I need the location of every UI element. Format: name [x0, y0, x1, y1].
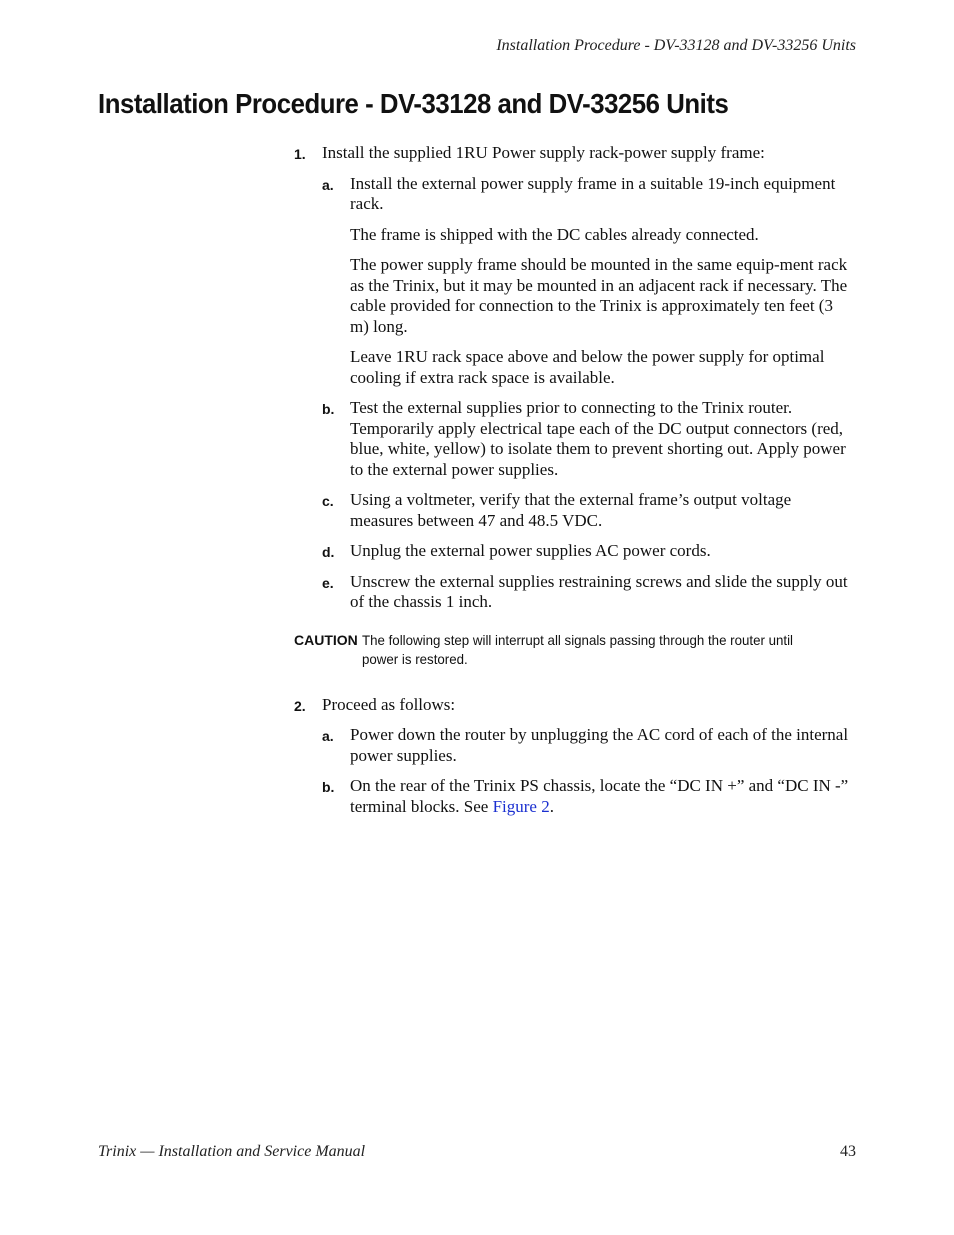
step-2 — [294, 695, 854, 818]
substep-letter: b. — [322, 401, 335, 417]
substep-2a — [322, 725, 854, 766]
substep-note: The frame is shipped with the DC cables already connected. — [350, 224, 759, 244]
footer-manual-title: Trinix — Installation and Service Manual — [98, 1143, 366, 1160]
substep-1b — [322, 398, 854, 480]
procedure-content — [294, 143, 854, 817]
substep-1e — [322, 572, 854, 613]
substep-text-before: On the rear of the Trinix PS chassis, locate the “DC IN +” and “DC IN -” terminal blocks. See — [350, 776, 849, 816]
substep-note: The power supply frame should be mounted in the same equip-ment rack as the Trinix, but it may be mounted in an adjacent rack if necessary. The cable provided for connection to the Trinix is approximately ten feet (3 m) long. — [350, 255, 848, 336]
substep-1c — [322, 490, 854, 531]
substep-text: Install the external power supply frame in a suitable 19-inch equipment rack. — [350, 173, 836, 213]
substep-letter: a. — [322, 176, 334, 193]
page-title: Installation Procedure - DV-33128 and DV-33256 Units — [98, 88, 729, 119]
caution-note — [294, 631, 854, 669]
running-header: Installation Procedure - DV-33128 and DV-33256 Units — [496, 37, 856, 54]
caution-label: CAUTION — [294, 631, 358, 648]
substep-letter: d. — [322, 544, 335, 560]
substep-1a — [322, 174, 854, 389]
figure-2-link[interactable]: Figure 2 — [492, 796, 550, 816]
substep-text: Unscrew the external supplies restraining screws and slide the supply out of the chassis 1 inch. — [350, 571, 848, 611]
substep-text-after: . — [549, 796, 554, 816]
step-number: 1. — [294, 146, 306, 162]
step-text: Install the supplied 1RU Power supply rack-power supply frame: — [322, 143, 765, 162]
substep-letter: a. — [322, 728, 334, 744]
substep-letter: e. — [322, 574, 334, 591]
caution-text: The following step will interrupt all signals passing through the router until power is restored. — [362, 631, 794, 667]
substep-letter: b. — [322, 779, 335, 795]
substep-note: Leave 1RU rack space above and below the power supply for optimal cooling if extra rack space is available. — [350, 347, 825, 387]
page-number: 43 — [840, 1143, 856, 1160]
substep-text: Power down the router by unplugging the AC cord of each of the internal power supplies. — [350, 725, 849, 765]
substep-text: Unplug the external power supplies AC power cords. — [350, 541, 711, 560]
substep-text: Using a voltmeter, verify that the external frame’s output voltage measures between 47 and 48.5 VDC. — [350, 490, 792, 530]
substep-1d — [322, 541, 854, 562]
substep-letter: c. — [322, 493, 334, 509]
step-text: Proceed as follows: — [322, 694, 456, 714]
step-1 — [294, 143, 854, 613]
step-number: 2. — [294, 697, 306, 714]
substep-text — [350, 776, 854, 817]
substep-2b — [322, 776, 854, 817]
substep-text: Test the external supplies prior to connecting to the Trinix router. Temporarily apply electrical tape each of the DC output connectors (red, blue, white, yellow) to isolate them to prevent shorting out. Apply power to the external power supplies. — [350, 398, 846, 479]
